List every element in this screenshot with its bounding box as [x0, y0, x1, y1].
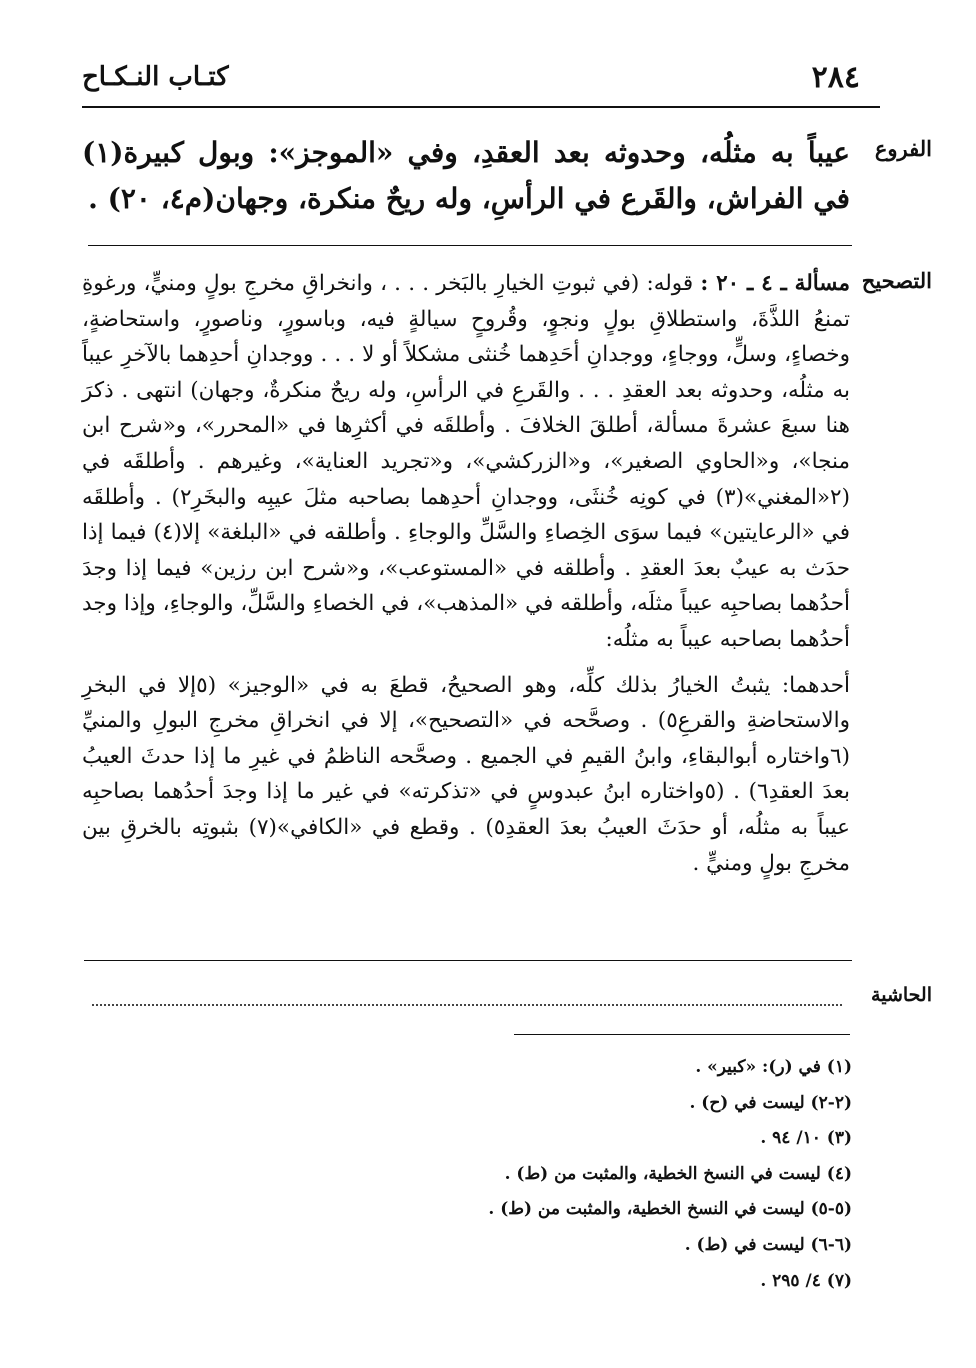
- footnote-divider: [84, 960, 852, 961]
- footnotes: [372, 1050, 852, 1299]
- page-header: [82, 56, 880, 108]
- furu-label: الفروع: [874, 136, 932, 161]
- page-number: ٢٨٤: [811, 60, 860, 95]
- footnote: (١) في (ر): «كبير» .: [695, 1057, 852, 1077]
- hashiya-dotted-line: [92, 984, 842, 1006]
- tashih-section: [82, 266, 850, 881]
- footnote: (٦-٦) ليست في (ط) .: [684, 1234, 852, 1255]
- footnote: (٤) ليست في النسخ الخطية، والمثبت من (ط) .: [504, 1163, 852, 1184]
- hashiya-label: الحاشية: [871, 984, 932, 1006]
- tashih-paragraph-1-text: قوله: (في ثبوتِ الخيارِ بالبَخر . . . ، وانخراقِ مخرجِ بولٍ ومنيٍّ، ورغوةِ تمنعُ اللذَّةَ، واستطلاقِ بولٍ ونجوٍ، وقُروحٍ سيالةٍ فيه، وباسورٍ، وناصورٍ، واستحاضةٍ، وخصاءٍ، وسلٍّ، ووجاءٍ، ووجدانِ أحَدِهما خُنثى مشكلاً أو لا . . . ووجدانِ أحدِهما بالآخرِ عيباً به مثلُه، وحدوثه بعد العقدِ . . . والقَرعِ في الرأسِ، وله ريحٌ منكرةٌ، وجهان) انتهى . ذكرَ هنا سبعَ عشرةَ مسألة، أطلقَ الخلافَ . وأطلقَه في أكثرِها في «المحرر»، و«شرح ابن منجا»، و«الحاوي الصغير»، و«الزركشي»، و«تجريد العناية»، وغيرهم . وأطلقَه في (٢«المغني»(٣) في كونِه خُنثَى، ووجدانِ أحدِهما بصاحبه مثلَ عيبِه والبخَرِ٢) . وأطلقَه في «الرعايتين» فيما سوَى الخِصاءِ والسَّلِّ والوجاءِ . وأطلقه في «البلغة» إلا(٤) فيما إذا حدَث به عيبٌ بعدَ العقدِ . وأطلقه في «المستوعب»، و«شرح ابن رزين» فيما إذا وجدَ أحدُهما بصاحبِه عيباً مثلَه، وأطلقه في «المذهب»، في الخصاءِ والسَّلِّ، والوجاءِ، وإذا وجد أحدُهما بصاحبه عيباً به مثلُه:: [82, 271, 850, 652]
- footnote: (٥-٥) ليست في النسخ الخطية، والمثبت من (ط) .: [488, 1199, 852, 1220]
- tashih-paragraph-2: أحدهما: يثبتُ الخيارُ بذلك كلِّه، وهو الصحيحُ، قطعَ به في «الوجيز» (٥إلا في البخرِ والاستحاضةِ والقرعِ٥) . وصحَّحه في «التصحيح»، إلا في انخراقِ مخرجِ البولِ والمنيِّ (٦واختاره أبوالبقاءِ، وابنُ القيمِ في الجميع . وصحَّحه الناظمُ في غيرِ ما إذا حدثَ العيبُ بعدَ العقدِ٦) . (٥واختاره ابنُ عبدوسٍ في «تذكرته» في غير ما إذا وجدَ أحدُهما بصاحبِه عيباً به مثلُه، أو حدَثَ العيبُ بعدَ العقدِ٥) . وقطع في «الكافي»(٧) بثبوتِه بالخرقِ بين مخرجِ بولٍ ومنيٍّ .: [82, 672, 851, 876]
- furu-text: عيباً به مثلُه، وحدوثه بعد العقدِ، وفي «الموجز»: وبول كبيرة(١) في الفراش، والقَرع في الرأسِ، وله ريحٌ منكرة، وجهان(م٤، ٢٠) .: [82, 136, 850, 215]
- footnote: (٢-٢) ليست في (ح) .: [689, 1092, 852, 1113]
- footnotes-rule: [514, 1034, 850, 1035]
- tashih-label: التصحيح: [861, 268, 932, 293]
- issue-heading: مسألة ـ ٤ ـ ٢٠ :: [700, 271, 851, 296]
- tashih-paragraph-1: [82, 266, 850, 658]
- footnote: (٧) ٤/ ٢٩٥ .: [760, 1270, 852, 1291]
- running-title: كتـاب النـكـاح: [82, 62, 229, 92]
- footnote: (٣) ١٠/ ٩٤ .: [760, 1128, 852, 1149]
- section-divider: [88, 245, 852, 246]
